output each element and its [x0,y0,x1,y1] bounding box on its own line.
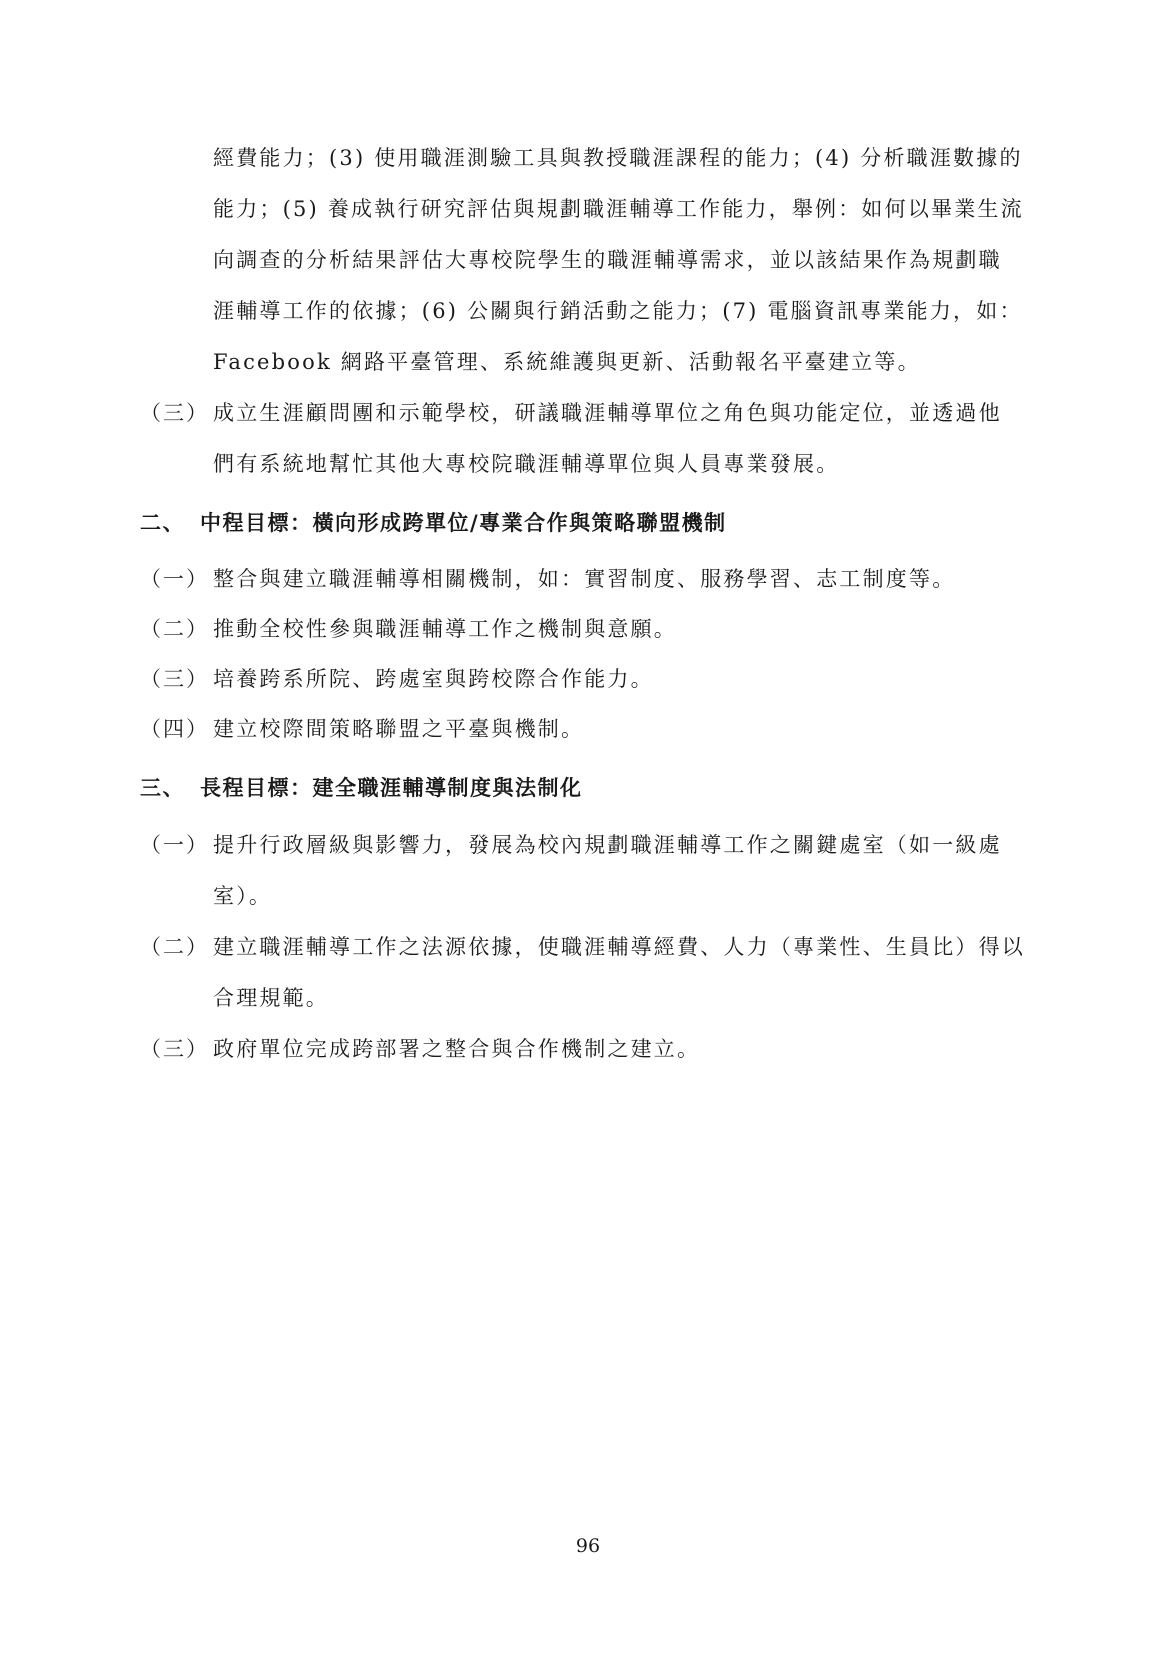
paragraph-line: 能力；(5) 養成執行研究評估與規劃職涯輔導工作能力，舉例：如何以畢業生流 [213,197,1024,221]
paragraph-line: 們有系統地幫忙其他大專校院職涯輔導單位與人員專業發展。 [213,452,840,476]
item-label: （四） [140,717,209,741]
page-number: 96 [575,1535,601,1557]
paragraph-line: 成立生涯顧問團和示範學校，研議職涯輔導單位之角色與功能定位，並透過他 [213,401,1002,425]
item-text: 建立校際間策略聯盟之平臺與機制。 [213,717,585,741]
item-text: 室）。 [213,884,273,908]
section-title: 中程目標：橫向形成跨單位/專業合作與策略聯盟機制 [200,510,727,535]
paragraph-line: 經費能力；(3) 使用職涯測驗工具與教授職涯課程的能力；(4) 分析職涯數據的 [213,146,1023,170]
paragraph-line: 涯輔導工作的依據；(6) 公關與行銷活動之能力；(7) 電腦資訊專業能力，如： [213,299,1023,323]
item-text: 推動全校性參與職涯輔導工作之機制與意願。 [213,617,677,641]
item-label: （三） [140,667,209,691]
item-text: 整合與建立職涯輔導相關機制，如：實習制度、服務學習、志工制度等。 [213,567,956,591]
paragraph-line: Facebook 網路平臺管理、系統維護與更新、活動報名平臺建立等。 [213,350,921,374]
item-text: 培養跨系所院、跨處室與跨校際合作能力。 [213,667,654,691]
item-label: （三） [140,1037,209,1061]
item-text: 政府單位完成跨部署之整合與合作機制之建立。 [213,1037,701,1061]
section-number: 三、 [140,775,185,800]
item-text: 建立職涯輔導工作之法源依據，使職涯輔導經費、人力（專業性、生員比）得以 [213,935,1025,959]
item-label: （一） [140,833,209,857]
item-label: （三） [140,401,209,425]
item-label: （二） [140,617,209,641]
item-label: （二） [140,935,209,959]
item-text: 提升行政層級與影響力，發展為校內規劃職涯輔導工作之關鍵處室（如一級處 [213,833,1002,857]
section-title: 長程目標：建全職涯輔導制度與法制化 [200,775,583,800]
paragraph-line: 向調查的分析結果評估大專校院學生的職涯輔導需求，並以該結果作為規劃職 [213,248,1002,272]
item-label: （一） [140,567,209,591]
item-text: 合理規範。 [213,986,329,1010]
section-number: 二、 [140,510,185,535]
